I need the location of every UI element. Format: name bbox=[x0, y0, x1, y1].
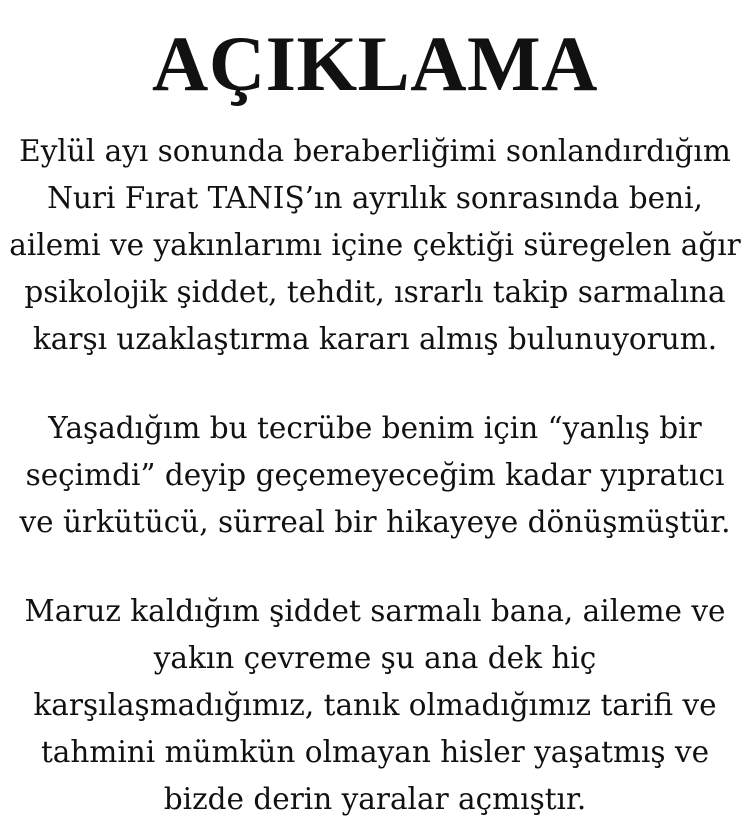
paragraph-1 bbox=[0, 128, 750, 363]
paragraph-line: bizde derin yaralar açmıştır. bbox=[163, 782, 587, 816]
paragraph-spacer bbox=[0, 363, 750, 405]
paragraph-line: ve ürkütücü, sürreal bir hikayeye dönüşmüştür. bbox=[19, 505, 731, 539]
paragraph-spacer bbox=[0, 546, 750, 588]
paragraph-line: psikolojik şiddet, tehdit, ısrarlı takip sarmalına bbox=[24, 275, 726, 309]
paragraph-2 bbox=[0, 405, 750, 546]
statement-title: AÇIKLAMA bbox=[152, 20, 598, 107]
statement-body bbox=[0, 128, 750, 823]
paragraph-line: Nuri Fırat TANIŞ’ın ayrılık sonrasında beni, bbox=[47, 181, 703, 215]
paragraph-line: karşılaşmadığımız, tanık olmadığımız tarifi ve bbox=[33, 688, 717, 722]
paragraph-3 bbox=[0, 588, 750, 823]
paragraph-line: Eylül ayı sonunda beraberliğimi sonlandırdığım bbox=[19, 134, 731, 168]
paragraph-line: ailemi ve yakınlarımı içine çektiği süregelen ağır bbox=[9, 228, 741, 262]
paragraph-line: Maruz kaldığım şiddet sarmalı bana, aileme ve bbox=[24, 594, 726, 628]
paragraph-line: karşı uzaklaştırma kararı almış bulunuyorum. bbox=[32, 322, 718, 356]
paragraph-line: tahmini mümkün olmayan hisler yaşatmış ve bbox=[40, 735, 710, 769]
paragraph-line: seçimdi” deyip geçemeyeceğim kadar yıpratıcı bbox=[25, 458, 725, 492]
paragraph-line: yakın çevreme şu ana dek hiç bbox=[153, 641, 597, 675]
paragraph-line: Yaşadığım bu tecrübe benim için “yanlış bir bbox=[48, 411, 702, 445]
